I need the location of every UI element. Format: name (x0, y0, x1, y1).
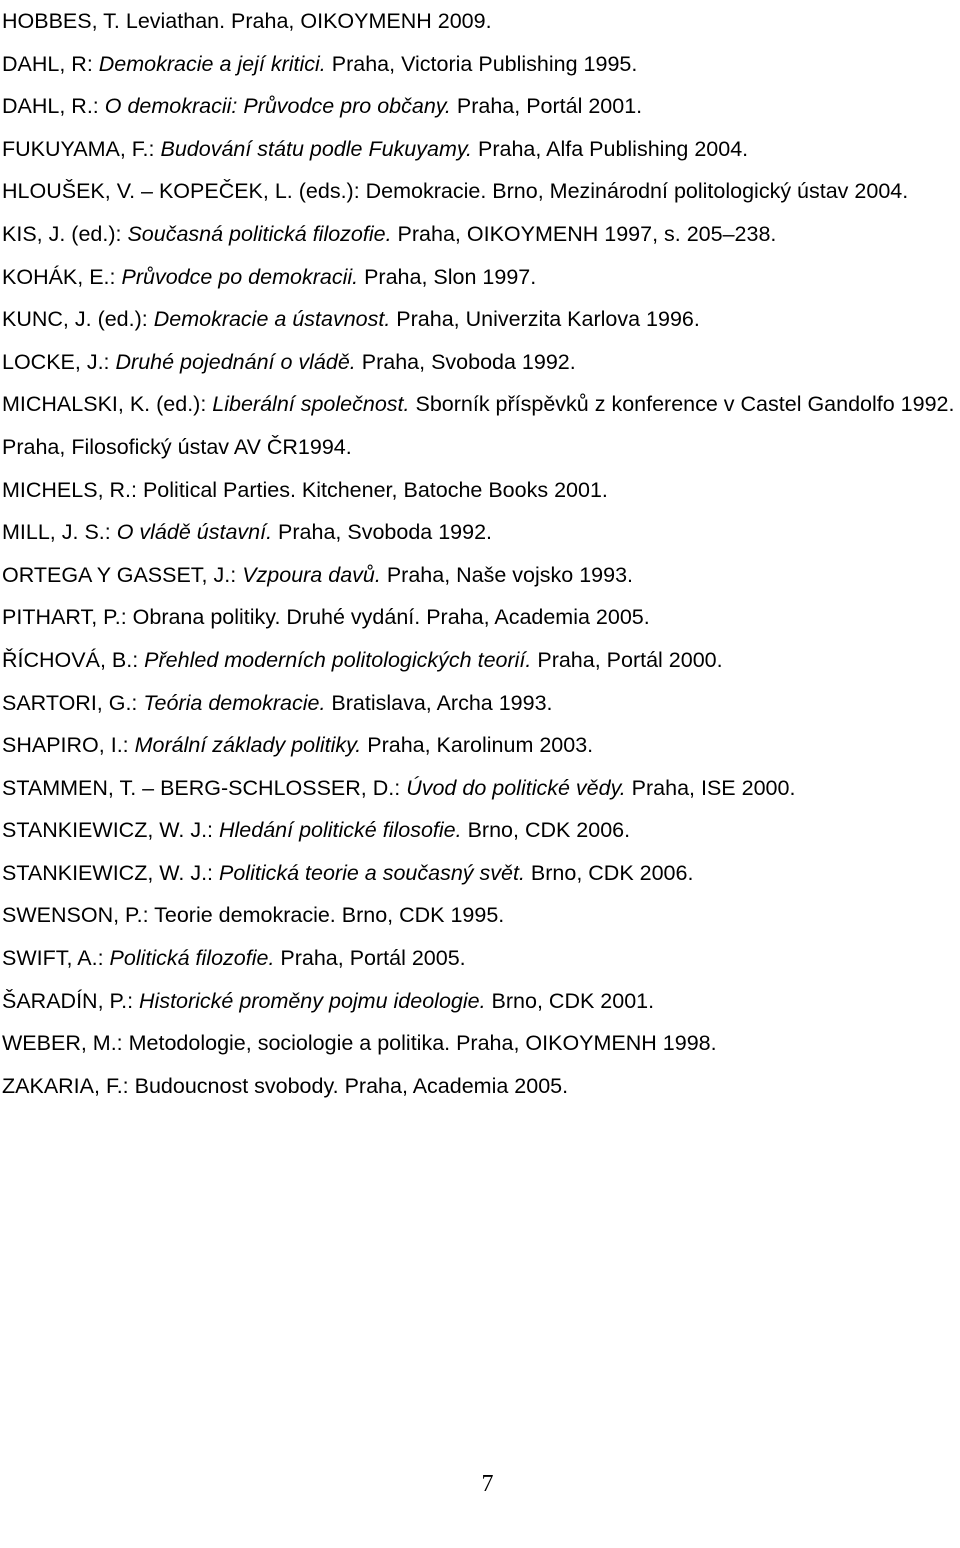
bibliography-entry (2, 554, 960, 597)
entry-text: WEBER, M.: Metodologie, sociologie a politika. Praha, OIKOYMENH 1998. (2, 1031, 717, 1056)
entry-text: Praha, Karolinum 2003. (361, 733, 594, 758)
entry-text: HOBBES, T. Leviathan. Praha, OIKOYMENH 2009. (2, 9, 492, 33)
entry-title-italic: Průvodce po demokracii. (121, 264, 359, 289)
entry-text: HLOUŠEK, V. – KOPEČEK, L. (eds.): Demokracie. Brno, Mezinárodní politologický ústav 2004. (2, 179, 909, 204)
entry-text: FUKUYAMA, F.: (2, 136, 161, 161)
bibliography-entry (2, 639, 960, 682)
entry-text: Bratislava, Archa 1993. (325, 690, 553, 715)
bibliography-entry (2, 852, 960, 895)
entry-text: ORTEGA Y GASSET, J.: (2, 562, 243, 587)
bibliography-entry (2, 298, 960, 341)
entry-text: Praha, Svoboda 1992. (355, 349, 576, 374)
bibliography-entry (2, 724, 960, 767)
entry-text: ZAKARIA, F.: Budoucnost svobody. Praha, Academia 2005. (2, 1073, 569, 1098)
entry-text: PITHART, P.: Obrana politiky. Druhé vydání. Praha, Academia 2005. (2, 605, 650, 630)
entry-text: MICHELS, R.: Political Parties. Kitchener, Batoche Books 2001. (2, 477, 608, 502)
bibliography-entry (2, 1065, 960, 1108)
entry-title-italic: Demokracie a její kritici. (98, 51, 326, 76)
entry-text: Praha, Alfa Publishing 2004. (472, 136, 749, 161)
entry-text: Brno, CDK 2001. (485, 988, 655, 1013)
entry-text: STANKIEWICZ, W. J.: (2, 818, 219, 843)
bibliography-entry (2, 0, 960, 43)
entry-title-italic: Historické proměny pojmu ideologie. (139, 988, 486, 1013)
entry-title-italic: Liberální společnost. (212, 392, 410, 417)
entry-title-italic: Hledání politické filosofie. (219, 818, 462, 843)
entry-text: ŠARADÍN, P.: (2, 988, 140, 1013)
entry-text: Sborník příspěvků z konference v Castel Gandolfo 1992. Praha, Filosofický ústav AV ČR1994. (2, 392, 955, 459)
bibliography-entry (2, 170, 960, 213)
entry-text: SARTORI, G.: (2, 690, 144, 715)
entry-text: Praha, Victoria Publishing 1995. (325, 51, 638, 76)
entry-text: SWENSON, P.: Teorie demokracie. Brno, CDK 1995. (2, 903, 505, 928)
entry-title-italic: Budování státu podle Fukuyamy. (160, 136, 473, 161)
bibliography-entry (2, 937, 960, 980)
entry-title-italic: Vzpoura davů. (242, 562, 381, 587)
bibliography-entry (2, 256, 960, 299)
entry-title-italic: Demokracie a ústavnost. (153, 307, 391, 332)
entry-text: Praha, Svoboda 1992. (272, 520, 493, 545)
entry-text: Brno, CDK 2006. (461, 818, 631, 843)
page-number: 7 (481, 1471, 494, 1497)
entry-text: Brno, CDK 2006. (524, 860, 694, 885)
bibliography-entry (2, 596, 960, 639)
bibliography-entry (2, 511, 960, 554)
entry-title-italic: Úvod do politické vědy. (406, 775, 626, 800)
entry-text: SHAPIRO, I.: (2, 733, 135, 758)
entry-text: Praha, ISE 2000. (625, 775, 796, 800)
entry-text: Praha, Naše vojsko 1993. (380, 562, 634, 587)
entry-text: DAHL, R.: (2, 94, 105, 119)
entry-text: Praha, Slon 1997. (358, 264, 537, 289)
entry-text: KUNC, J. (ed.): (2, 307, 154, 332)
entry-title-italic: Současná politická filozofie. (127, 221, 392, 246)
bibliography-entry (2, 43, 960, 86)
bibliography-entry (2, 809, 960, 852)
entry-title-italic: Morální základy politiky. (134, 733, 362, 758)
entry-text: ŘÍCHOVÁ, B.: (2, 647, 145, 672)
bibliography-entry (2, 767, 960, 810)
bibliography-entry (2, 1022, 960, 1065)
entry-title-italic: Druhé pojednání o vládě. (115, 349, 356, 374)
entry-title-italic: O demokracii: Průvodce pro občany. (104, 94, 451, 119)
bibliography-entry (2, 213, 960, 256)
bibliography-entry (2, 128, 960, 171)
bibliography-entry (2, 341, 960, 384)
bibliography-entry (2, 469, 960, 512)
entry-text: KOHÁK, E.: (2, 264, 122, 289)
entry-text: Praha, Portál 2001. (450, 94, 643, 119)
entry-text: STANKIEWICZ, W. J.: (2, 860, 219, 885)
entry-text: KIS, J. (ed.): (2, 221, 128, 246)
entry-title-italic: Přehled moderních politologických teorií. (144, 647, 532, 672)
entry-title-italic: O vládě ústavní. (116, 520, 273, 545)
bibliography-entry (2, 894, 960, 937)
entry-text: Praha, Portál 2000. (531, 647, 723, 672)
entry-text: MICHALSKI, K. (ed.): (2, 392, 213, 417)
bibliography-entry (2, 980, 960, 1023)
entry-text: SWIFT, A.: (2, 946, 110, 971)
bibliography-entry (2, 85, 960, 128)
entry-title-italic: Teória demokracie. (143, 690, 326, 715)
bibliography-list (2, 0, 960, 1107)
entry-text: MILL, J. S.: (2, 520, 117, 545)
entry-title-italic: Politická teorie a současný svět. (219, 860, 525, 885)
entry-text: DAHL, R: (2, 51, 99, 76)
entry-text: LOCKE, J.: (2, 349, 116, 374)
bibliography-entry (2, 383, 960, 468)
entry-text: Praha, Portál 2005. (274, 946, 466, 971)
entry-text: Praha, Univerzita Karlova 1996. (390, 307, 700, 332)
entry-text: STAMMEN, T. – BERG-SCHLOSSER, D.: (2, 775, 407, 800)
bibliography-entry (2, 682, 960, 725)
entry-title-italic: Politická filozofie. (109, 946, 275, 971)
entry-text: Praha, OIKOYMENH 1997, s. 205–238. (391, 221, 777, 246)
